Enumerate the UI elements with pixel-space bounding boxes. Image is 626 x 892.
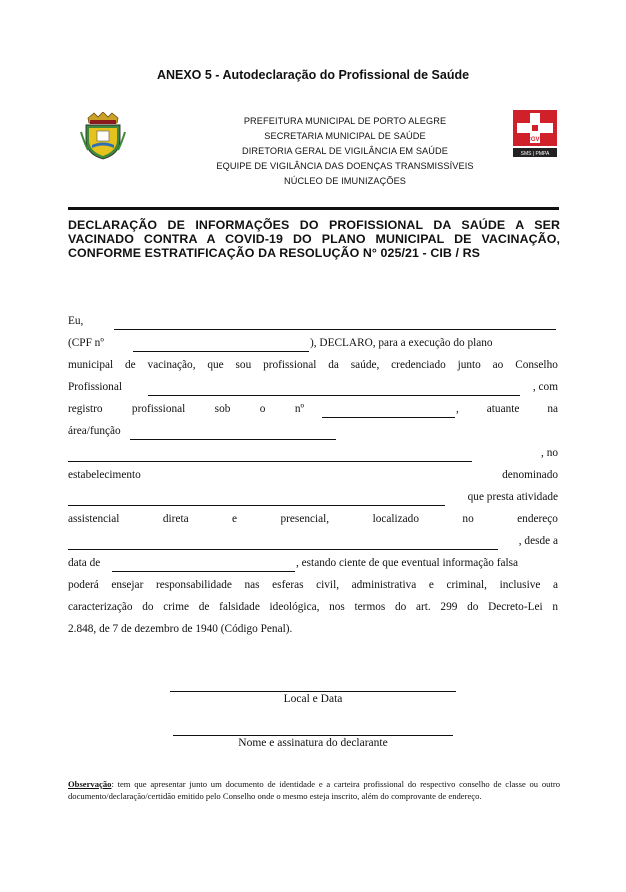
atuante-word: na	[547, 403, 558, 415]
atuante-word: ,	[456, 403, 459, 415]
form-row	[68, 447, 558, 465]
body-text-line: caracterização do crime de falsidade ideológica, nos termos do art. 299 do Decreto-Lei n	[68, 601, 558, 613]
body-word: credenciado	[391, 359, 446, 371]
desde-text: , desde a	[518, 535, 558, 547]
body-word: presencial,	[280, 513, 330, 525]
body-text-line: 2.848, de 7 de dezembro de 1940 (Código Penal).	[68, 623, 293, 635]
form-row	[68, 513, 558, 525]
declaro-text: ), DECLARO, para a execução do plano	[310, 337, 493, 349]
form-row	[68, 381, 558, 399]
com-text: , com	[532, 381, 558, 393]
body-word: da	[328, 359, 339, 371]
form-row	[68, 535, 558, 553]
atuante-text	[456, 403, 558, 415]
observation-note	[68, 778, 560, 802]
body-word: junto	[457, 359, 481, 371]
body-word: saúde,	[350, 359, 380, 371]
porto-alegre-crest-icon	[80, 112, 126, 160]
area-label: área/função	[68, 425, 121, 437]
cgvs-logo-text: CGVS	[526, 137, 544, 143]
form-row	[68, 469, 558, 487]
signature-line[interactable]	[173, 735, 453, 736]
header-line: DIRETORIA GERAL DE VIGILÂNCIA EM SAÚDE	[242, 146, 448, 156]
local-data-label: Local e Data	[283, 693, 343, 705]
body-word: que	[207, 359, 224, 371]
estabelecimento-field[interactable]	[68, 492, 445, 506]
registro-word: profissional	[131, 403, 186, 415]
form-row	[68, 425, 558, 443]
header-line: PREFEITURA MUNICIPAL DE PORTO ALEGRE	[243, 116, 447, 126]
body-word: localizado	[372, 513, 419, 525]
conselho-field[interactable]	[148, 382, 520, 396]
profissional-label: Profissional	[68, 381, 122, 393]
registro-word: o	[259, 403, 266, 415]
observation-label: Observação	[68, 779, 112, 789]
header-divider	[68, 207, 559, 210]
name-field[interactable]	[114, 316, 556, 330]
body-word: Conselho	[515, 359, 558, 371]
header-line: NÚCLEO DE IMUNIZAÇÕES	[283, 176, 407, 186]
body-word: endereço	[517, 513, 558, 525]
body-word: municipal	[68, 359, 114, 371]
body-text-line: poderá ensejar responsabilidade nas esferas civil, administrativa e criminal, inclusive a	[68, 579, 558, 591]
body-word: assistencial	[68, 513, 120, 525]
form-row	[68, 557, 558, 575]
form-row	[68, 623, 558, 641]
annex-title: ANEXO 5 - Autodeclaração do Profissional de Saúde	[156, 68, 470, 82]
body-word: ao	[492, 359, 504, 371]
local-data-line[interactable]	[170, 691, 456, 692]
cpf-label: (CPF nº	[68, 337, 104, 349]
presta-text: que presta atividade	[467, 491, 558, 503]
body-word: no	[462, 513, 474, 525]
signature-label: Nome e assinatura do declarante	[238, 737, 388, 749]
registro-field[interactable]	[322, 404, 455, 418]
form-row	[68, 315, 558, 333]
form-row	[68, 359, 558, 371]
estabelecimento-label: estabelecimento	[68, 469, 141, 481]
form-row	[68, 601, 558, 619]
institution-header	[150, 114, 540, 189]
form-row	[68, 491, 558, 509]
data-field[interactable]	[112, 558, 295, 572]
registro-word: registro	[68, 403, 103, 415]
header-line: EQUIPE DE VIGILÂNCIA DAS DOENÇAS TRANSMISSÍVEIS	[216, 161, 474, 171]
data-label: data de	[68, 557, 101, 569]
form-row	[68, 579, 558, 597]
denominado-label: denominado	[502, 469, 558, 481]
atuante-word: atuante	[486, 403, 520, 415]
cgvs-logo-icon	[513, 110, 557, 158]
cgvs-logo-subtext: SMS | PMPA	[520, 151, 550, 157]
area-continuation-field[interactable]	[68, 448, 472, 462]
observation-text: : tem que apresentar junto um documento de identidade e a carteira profissional do respectivo conselho de classe ou outro documento/declaração/certidão emitido pelo Conselho onde o mesmo esteja inscrito, além do comprovante de endereço.	[68, 779, 560, 801]
body-word: sou	[235, 359, 252, 371]
declaration-title: DECLARAÇÃO DE INFORMAÇÕES DO PROFISSIONAL DA SAÚDE A SER VACINADO CONTRA A COVID-19 DO PLANO MUNICIPAL DE VACINAÇÃO, CONFORME ESTRATIFICAÇÃO DA RESOLUÇÃO N° 025/21 - CIB / RS	[68, 218, 560, 260]
endereco-field[interactable]	[68, 536, 498, 550]
header-line: SECRETARIA MUNICIPAL DE SAÚDE	[264, 131, 426, 141]
no-text: , no	[541, 447, 558, 459]
ciente-text: , estando ciente de que eventual informação falsa	[296, 557, 519, 569]
cpf-field[interactable]	[133, 338, 309, 352]
registro-word: sob	[214, 403, 231, 415]
body-word: profissional	[263, 359, 317, 371]
form-row	[68, 403, 558, 421]
form-row	[68, 337, 558, 355]
body-word: direta	[162, 513, 189, 525]
area-field[interactable]	[130, 426, 336, 440]
body-word: e	[232, 513, 238, 525]
body-word: vacinação,	[147, 359, 196, 371]
registro-word: nº	[294, 403, 304, 415]
eu-label: Eu,	[68, 315, 84, 327]
body-word: de	[125, 359, 136, 371]
